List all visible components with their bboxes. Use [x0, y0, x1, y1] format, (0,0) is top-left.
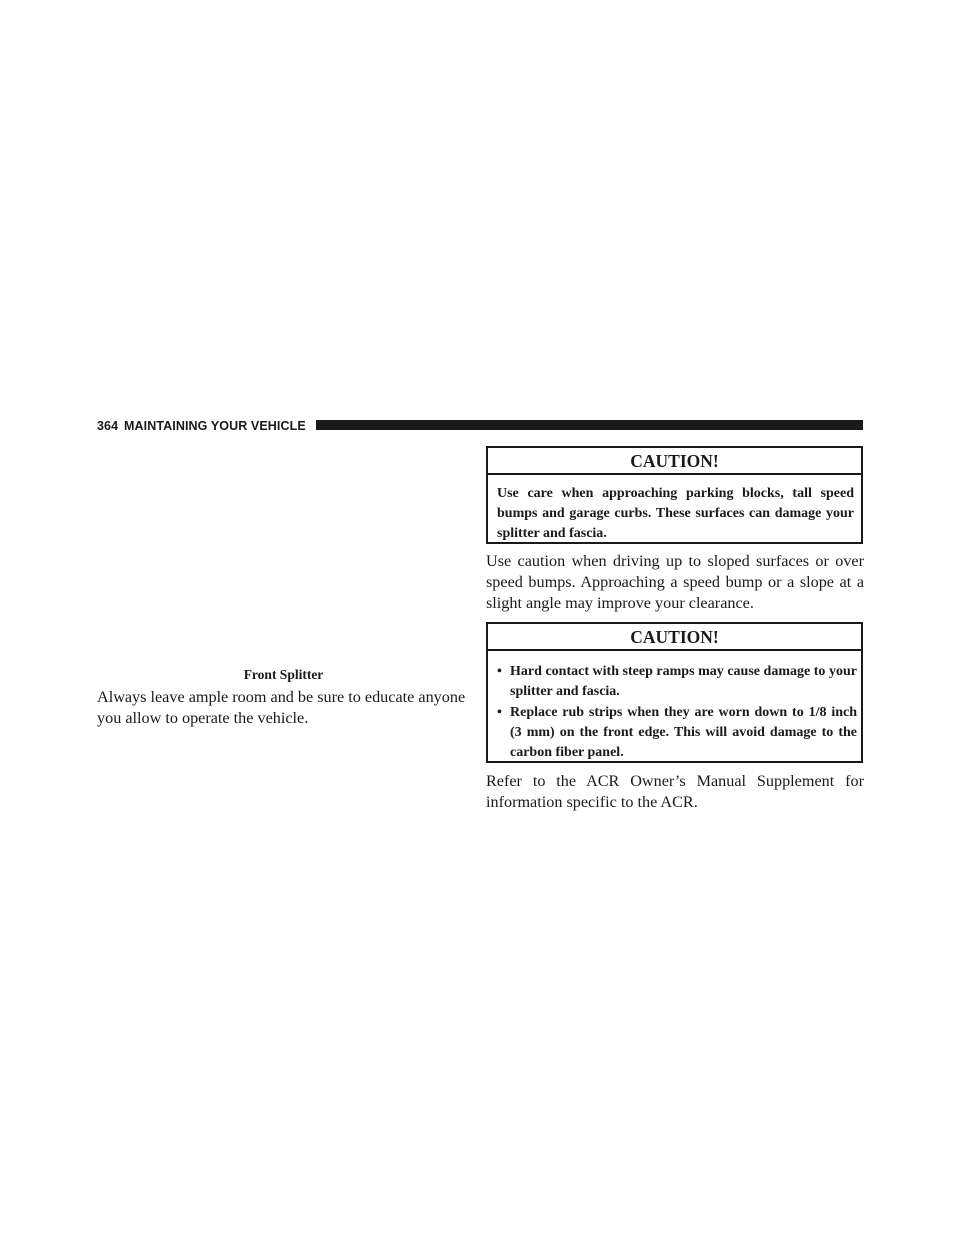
body-paragraph-2: Refer to the ACR Owner’s Manual Supplement for information specific to the ACR.: [486, 772, 864, 811]
page-number: 364: [97, 419, 119, 433]
bullet-icon: •: [497, 705, 502, 720]
bullet-icon: •: [497, 664, 502, 679]
caution-text: Use care when approaching parking blocks, tall speed bumps and garage curbs. These surfaces can damage your splitter and fascia.: [497, 486, 854, 541]
caution-list: [488, 651, 861, 763]
caution-item-text: Hard contact with steep ramps may cause damage to your splitter and fascia.: [510, 664, 857, 699]
body-paragraph-1: Use caution when driving up to sloped surfaces or over speed bumps. Approaching a speed bump or a slope at a slight angle may improve your clearance.: [486, 552, 864, 612]
left-paragraph: Always leave ample room and be sure to educate anyone you allow to operate the vehicle.: [97, 688, 466, 727]
section-title: MAINTAINING YOUR VEHICLE: [124, 419, 306, 433]
header-rule: [316, 420, 863, 430]
caution-title: CAUTION!: [488, 624, 861, 651]
figure-caption: Front Splitter: [243, 667, 324, 682]
page-header: [97, 418, 863, 434]
caution-list-item: [497, 703, 857, 763]
caution-box-1: [486, 446, 863, 544]
caution-list-item: [497, 662, 857, 702]
caution-box-2: [486, 622, 863, 763]
caution-title: CAUTION!: [488, 448, 861, 475]
caution-item-text: Replace rub strips when they are worn down to 1/8 inch (3 mm) on the front edge. This will avoid damage to the carbon fiber panel.: [510, 705, 857, 760]
